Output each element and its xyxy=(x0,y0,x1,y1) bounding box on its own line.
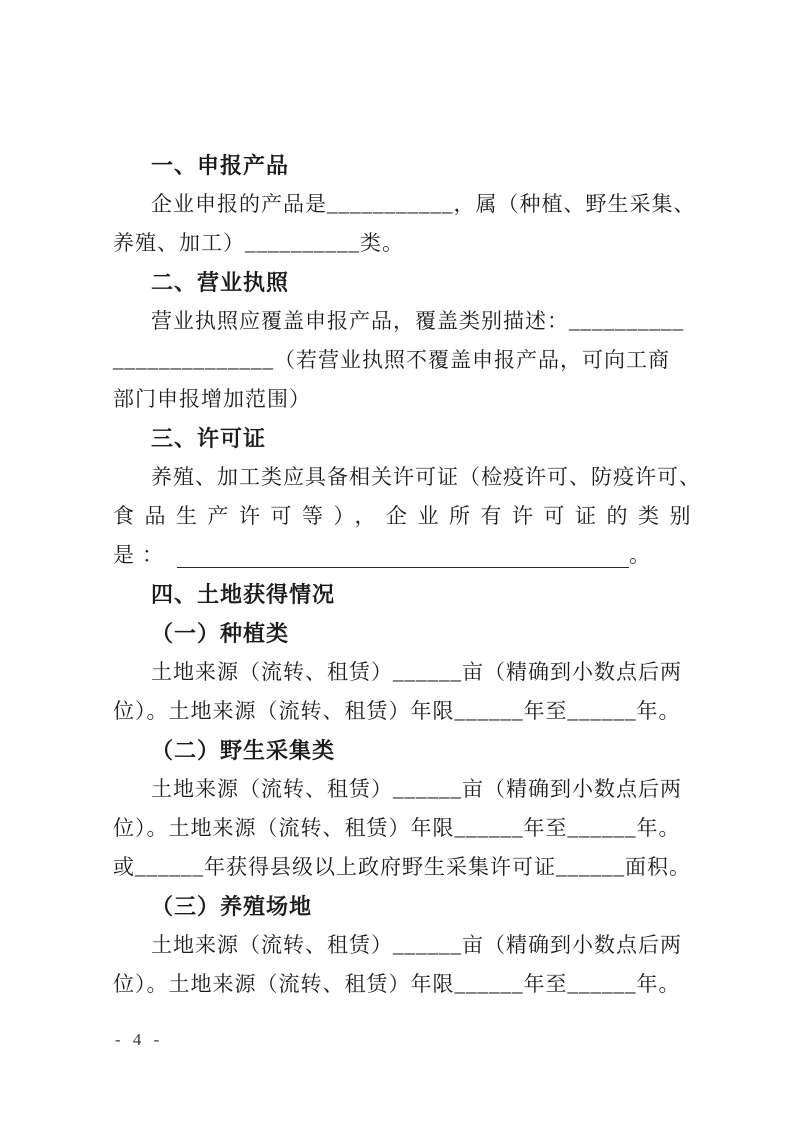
section-4-sub-2-line: 或______年获得县级以上政府野生采集许可证______面积。 xyxy=(113,855,691,879)
section-4-sub-3-heading: （三）养殖场地 xyxy=(151,894,313,919)
section-4-heading: 四、土地获得情况 xyxy=(151,582,336,607)
section-1-heading: 一、申报产品 xyxy=(151,153,290,178)
section-3-blank-line xyxy=(113,536,703,575)
section-3-paragraph-line: 食品生产许可等），企业所有许可证的类别 xyxy=(113,504,701,528)
section-1-paragraph-line: 养殖、加工）__________类。 xyxy=(113,231,404,255)
section-2-heading: 二、营业执照 xyxy=(151,270,290,295)
blank-line-prefix: 是： xyxy=(113,543,171,567)
section-2-paragraph-line: 部门申报增加范围） xyxy=(113,387,311,411)
section-3-paragraph-line: 养殖、加工类应具备相关许可证（检疫许可、防疫许可、 xyxy=(151,465,701,489)
section-1-paragraph-line: 企业申报的产品是___________，属（种植、野生采集、 xyxy=(151,192,696,216)
section-3-heading: 三、许可证 xyxy=(151,426,267,451)
section-4-sub-2-line: 位）。土地来源（流转、租赁）年限______年至______年。 xyxy=(113,816,681,840)
section-4-sub-1-line: 位）。土地来源（流转、租赁）年限______年至______年。 xyxy=(113,699,681,723)
document-body xyxy=(113,146,703,1004)
section-4-sub-1-heading: （一）种植类 xyxy=(151,621,290,646)
blank-line-suffix: 。 xyxy=(629,543,651,567)
section-4-sub-1-line: 土地来源（流转、租赁）______亩（精确到小数点后两 xyxy=(151,660,682,684)
section-4-sub-2-heading: （二）野生采集类 xyxy=(151,738,336,763)
answer-blank-underline xyxy=(177,536,629,568)
section-2-paragraph-line: ______________（若营业执照不覆盖申报产品，可向工商 xyxy=(113,348,670,372)
section-4-sub-2-line: 土地来源（流转、租赁）______亩（精确到小数点后两 xyxy=(151,777,682,801)
section-4-sub-3-line: 土地来源（流转、租赁）______亩（精确到小数点后两 xyxy=(151,933,682,957)
section-4-sub-3-line: 位）。土地来源（流转、租赁）年限______年至______年。 xyxy=(113,972,681,996)
page-number: - 4 - xyxy=(115,1030,164,1049)
section-2-paragraph-line: 营业执照应覆盖申报产品，覆盖类别描述：__________ xyxy=(151,309,684,333)
